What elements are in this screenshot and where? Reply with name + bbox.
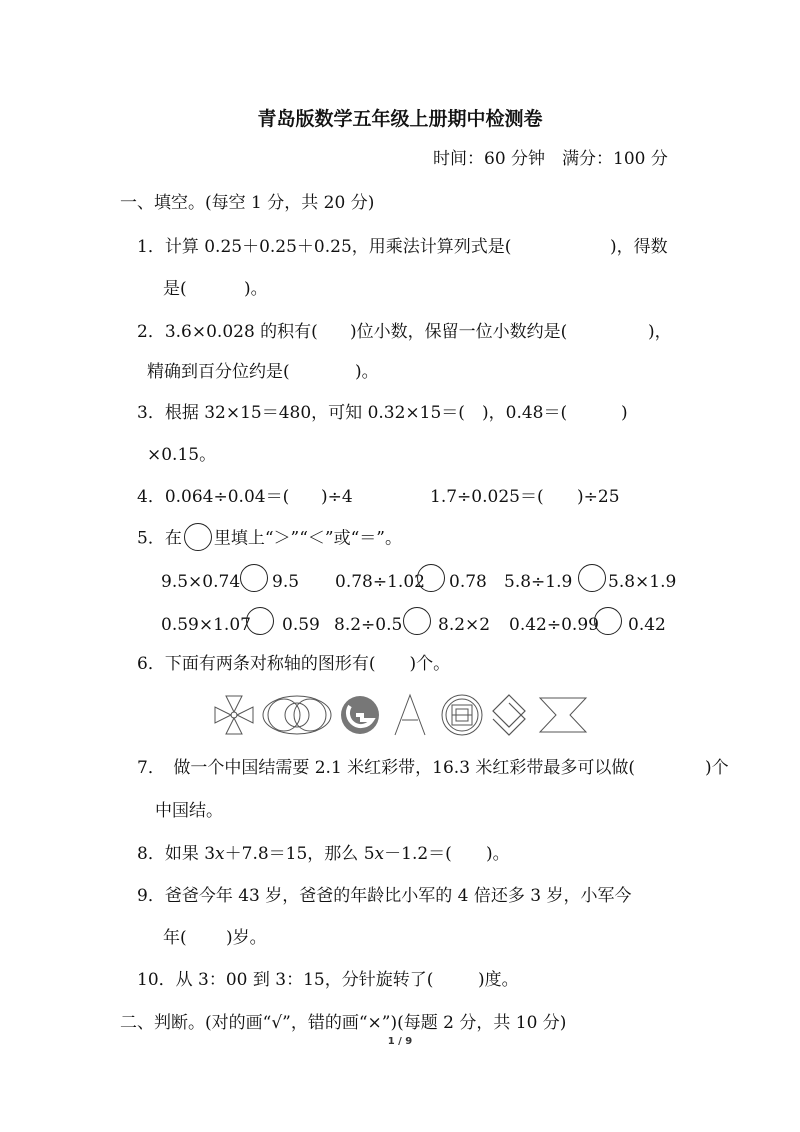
q5-row2-item1-left: 0.59×1.07 <box>161 615 251 635</box>
q5-instruction-b: 里填上“＞”“＜”或“＝”。 <box>213 528 402 549</box>
q8-close: )。 <box>486 844 510 864</box>
q5-row2-item1-right: 0.59 <box>282 615 320 635</box>
q5-instruction <box>137 527 402 551</box>
q7-line1-b: )个 <box>705 758 729 778</box>
q2-line1-a: 2．3.6×0.028 的积有( <box>137 322 318 342</box>
coin-logo-figure <box>442 695 482 735</box>
q10-line-a: 10．从 3：00 到 3：15，分针旋转了( <box>137 970 434 990</box>
q8-part-a: 8．如果 3 <box>137 844 216 864</box>
q5-row1-item1-left: 9.5×0.74 <box>161 572 241 592</box>
answer-circle[interactable] <box>594 607 622 635</box>
q4-part1-b: )÷4 <box>321 487 353 507</box>
answer-circle[interactable] <box>417 564 445 592</box>
q5-row2-item3-right: 0.42 <box>628 615 666 635</box>
q8-line <box>137 843 452 865</box>
q5-row1-item2-left: 0.78÷1.02 <box>335 572 425 592</box>
section-2-heading: 二、判断。(对的画“√”，错的画“×”)(每题 2 分，共 10 分) <box>120 1013 567 1033</box>
q8-part-b: ＋7.8＝15，那么 5 <box>224 844 375 864</box>
q1-line2-a: 是( <box>163 279 187 299</box>
answer-circle[interactable] <box>246 607 274 635</box>
answer-circle[interactable] <box>403 607 431 635</box>
q3-line1-a: 3．根据 32×15＝480，可知 0.32×15＝( <box>137 403 465 423</box>
q1-line2-b: )。 <box>244 279 268 299</box>
q5-row1-item2-right: 0.78 <box>449 572 487 592</box>
symmetry-figures <box>212 690 592 740</box>
q5-row2-item3-left: 0.42÷0.99 <box>509 615 599 635</box>
pinwheel-figure <box>215 696 253 734</box>
exam-meta: 时间：60 分钟 满分：100 分 <box>433 149 668 169</box>
q10-line-b: )度。 <box>478 970 519 990</box>
q9-line2-a: 年( <box>163 928 187 948</box>
q6-text: 6．下面有两条对称轴的图形有( )个。 <box>137 654 451 674</box>
q8-part-c: －1.2＝( <box>384 844 452 864</box>
q5-row1-item1-right: 9.5 <box>272 572 300 592</box>
answer-circle[interactable] <box>578 564 606 592</box>
answer-circle[interactable] <box>240 564 268 592</box>
q4-part2-a: 1.7÷0.025＝( <box>430 487 544 507</box>
q1-line1-b: )，得数 <box>610 237 668 257</box>
nested-diamond-figure <box>493 695 525 735</box>
q2-line1-b: )位小数，保留一位小数约是( <box>350 322 568 342</box>
q3-line1-c: ) <box>621 403 628 423</box>
q5-row2-item2-right: 8.2×2 <box>438 615 491 635</box>
q5-row2-item2-left: 8.2÷0.5 <box>334 615 403 635</box>
q2-line1-c: )， <box>648 322 672 342</box>
q2-line2-b: )。 <box>355 362 379 382</box>
answer-circle[interactable] <box>184 523 212 551</box>
page-number: 1 / 9 <box>387 1036 413 1047</box>
letter-a-figure <box>395 695 425 735</box>
q8-variable-x: x <box>215 844 225 864</box>
q7-line2: 中国结。 <box>155 801 223 821</box>
page-title: 青岛版数学五年级上册期中检测卷 <box>257 108 543 130</box>
bank-logo-figure <box>341 696 379 734</box>
interlocking-circles-figure <box>263 696 331 734</box>
hourglass-figure <box>540 698 586 732</box>
q7-line1-a: 7． 做一个中国结需要 2.1 米红彩带，16.3 米红彩带最多可以做( <box>137 758 636 778</box>
q1-line1-a: 1．计算 0.25＋0.25＋0.25，用乘法计算列式是( <box>137 237 512 257</box>
q9-line1: 9．爸爸今年 43 岁，爸爸的年龄比小军的 4 倍还多 3 岁，小军今 <box>137 886 632 906</box>
q2-line2-a: 精确到百分位约是( <box>147 362 290 382</box>
q8-variable-x: x <box>374 844 385 864</box>
q5-row1-item3-left: 5.8÷1.9 <box>504 572 573 592</box>
q4-part1-a: 4．0.064÷0.04＝( <box>137 487 290 507</box>
q5-row1-item3-right: 5.8×1.9 <box>608 572 677 592</box>
q9-line2-b: )岁。 <box>226 928 267 948</box>
q3-line1-b: )，0.48＝( <box>482 403 568 423</box>
q4-part2-b: )÷25 <box>577 487 620 507</box>
q3-line2: ×0.15。 <box>147 445 217 465</box>
q5-instruction-a: 5．在 <box>137 528 182 549</box>
section-1-heading: 一、填空。(每空 1 分，共 20 分) <box>120 193 375 213</box>
